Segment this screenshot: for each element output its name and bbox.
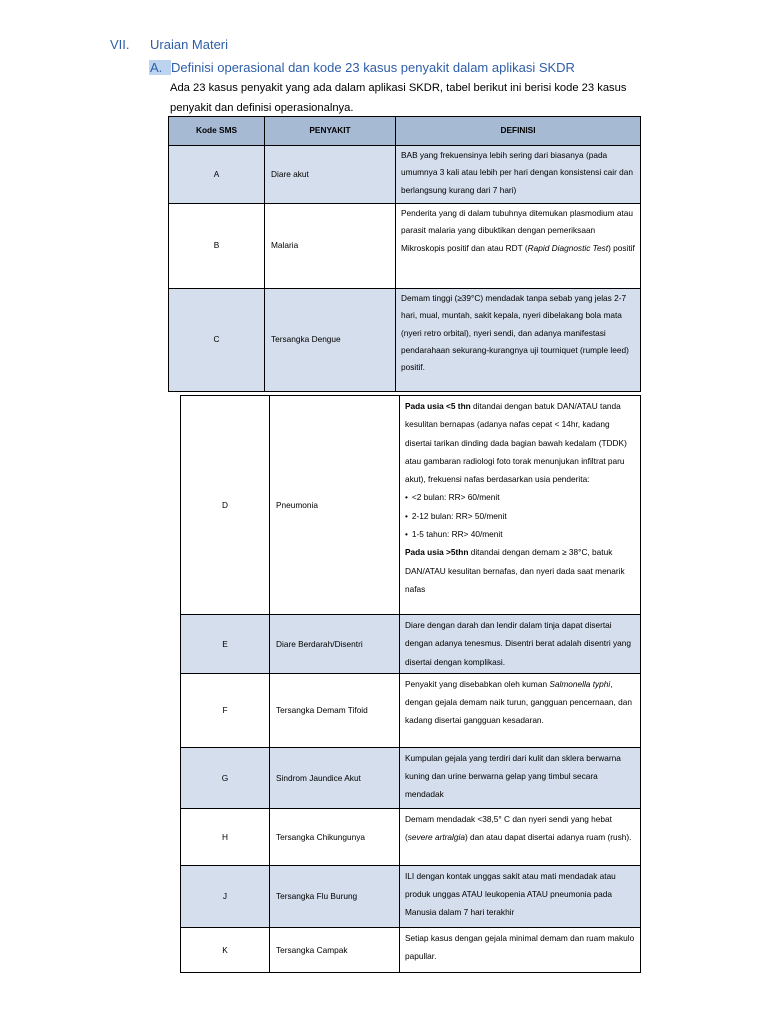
row-disease: Diare Berdarah/Disentri — [270, 615, 400, 674]
row-disease: Tersangka Dengue — [265, 289, 396, 392]
row-disease: Malaria — [265, 204, 396, 289]
row-definition: Demam tinggi (≥39°C) mendadak tanpa sebab yang jelas 2-7 hari, mual, muntah, sakit kepala, nyeri dibelakang bola mata (nyeri retro orbital), nyeri sendi, dan adanya manifestasi pendarahaan sekurang-kurangnya uji tourniquet (rumple leed) positif. — [396, 289, 641, 392]
section-number: VII. — [110, 37, 130, 52]
row-definition: Penyakit yang disebabkan oleh kuman Salmonella typhi, dengan gejala demam naik turun, gangguan pencernaan, dan kadang disertai gangguan kesadaran. — [400, 673, 641, 747]
row-definition: Setiap kasus dengan gejala minimal demam dan ruam makulo papullar. — [400, 927, 641, 972]
table-row — [181, 673, 641, 747]
row-definition: Pada usia <5 thn ditandai dengan batuk DAN/ATAU tanda kesulitan bernapas (adanya nafas cepat < 14hr, kadang disertai tarikan dinding dada bagian bawah kedalam (TDDK) atau gambaran radiologi foto torak menunjukan infiltrat paru akut), frekuensi nafas berdasarkan usia penderita: • <2 bulan: RR> 60/menit • 2-12 bulan: RR> 50/menit • 1-5 tahun: RR> 40/menit Pada usia >5thn ditandai dengan demam ≥ 38°C, batuk DAN/ATAU kesulitan bernafas, dan nyeri dada saat menarik nafas — [400, 396, 641, 615]
row-code: G — [181, 747, 270, 808]
row-definition: Diare dengan darah dan lendir dalam tinja dapat disertai dengan adanya tenesmus. Disentri berat adalah disentri yang disertai dengan komplikasi. — [400, 615, 641, 674]
table-row — [169, 204, 641, 289]
row-disease: Tersangka Demam Tifoid — [270, 673, 400, 747]
disease-table-part-2 — [180, 395, 641, 973]
row-definition: ILI dengan kontak unggas sakit atau mati mendadak atau produk unggas ATAU leukopenia ATAU pneumonia pada Manusia dalam 7 hari terakhir — [400, 865, 641, 927]
row-code: A — [169, 146, 265, 204]
row-disease: Tersangka Campak — [270, 927, 400, 972]
row-disease: Tersangka Flu Burung — [270, 865, 400, 927]
row-code: H — [181, 808, 270, 865]
table-row — [181, 865, 641, 927]
list-item: • 2-12 bulan: RR> 50/menit — [405, 507, 635, 525]
respiration-rate-list — [405, 488, 635, 543]
section-heading — [110, 37, 228, 52]
subsection-title: Definisi operasional dan kode 23 kasus penyakit dalam aplikasi SKDR — [171, 60, 575, 75]
table-row — [181, 615, 641, 674]
row-code: C — [169, 289, 265, 392]
table-row — [181, 927, 641, 972]
row-code: E — [181, 615, 270, 674]
row-code: D — [181, 396, 270, 615]
table-header-row — [169, 117, 641, 146]
row-definition: Penderita yang di dalam tubuhnya ditemukan plasmodium atau parasit malaria yang dibuktikan dengan pemeriksaan Mikroskopis positif dan atau RDT (Rapid Diagnostic Test) positif — [396, 204, 641, 289]
table-row — [169, 146, 641, 204]
row-disease: Pneumonia — [270, 396, 400, 615]
row-code: J — [181, 865, 270, 927]
row-disease: Sindrom Jaundice Akut — [270, 747, 400, 808]
row-disease: Tersangka Chikungunya — [270, 808, 400, 865]
row-definition: Kumpulan gejala yang terdiri dari kulit dan sklera berwarna kuning dan urine berwarna gelap yang timbul secara mendadak — [400, 747, 641, 808]
table-row — [181, 747, 641, 808]
intro-paragraph: Ada 23 kasus penyakit yang ada dalam aplikasi SKDR, tabel berikut ini berisi kode 23 kasus penyakit dan definisi operasionalnya. — [170, 82, 627, 114]
header-kode: Kode SMS — [169, 117, 265, 146]
row-definition: BAB yang frekuensinya lebih sering dari biasanya (pada umumnya 3 kali atau lebih per hari dengan konsistensi cair dan berlangsung kurang dari 7 hari) — [396, 146, 641, 204]
table-row — [169, 289, 641, 392]
row-definition: Demam mendadak <38,5° C dan nyeri sendi yang hebat (severe artralgia) dan atau dapat disertai adanya ruam (rush). — [400, 808, 641, 865]
section-title: Uraian Materi — [150, 37, 229, 52]
table-row — [181, 396, 641, 615]
disease-table-part-1 — [168, 116, 641, 392]
row-code: K — [181, 927, 270, 972]
subsection-letter: A. — [149, 60, 171, 75]
row-disease: Diare akut — [265, 146, 396, 204]
header-penyakit: PENYAKIT — [265, 117, 396, 146]
row-code: B — [169, 204, 265, 289]
header-definisi: DEFINISI — [396, 117, 641, 146]
subsection-heading — [149, 60, 575, 75]
row-code: F — [181, 673, 270, 747]
list-item: • 1-5 tahun: RR> 40/menit — [405, 525, 635, 543]
list-item: • <2 bulan: RR> 60/menit — [405, 488, 635, 506]
table-row — [181, 808, 641, 865]
